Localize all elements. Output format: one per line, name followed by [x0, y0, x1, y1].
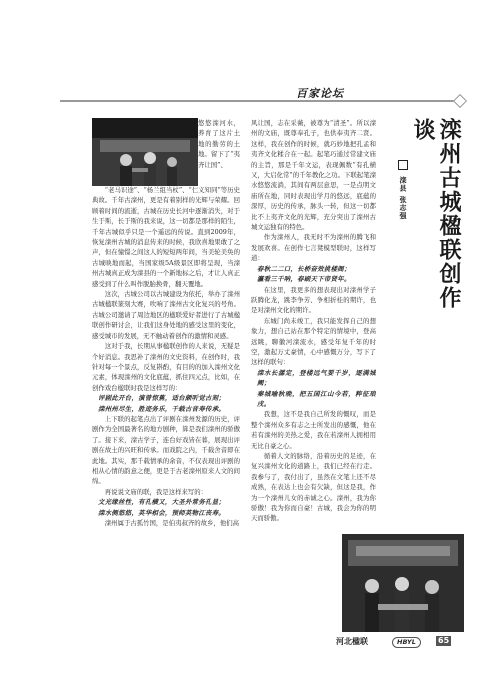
paragraph: 循着人文的脉络，沿着历史的足迹，在复兴滦州文化的道路上，我们已经在行走。我参与了，我付出了，虽然在文笔上还不尽成熟，在表达上也会有欠缺，但这是我，作为一个滦州儿女的赤诚之心。滦州，我为你骄傲！我为你而自豪！古城，我会为你的明天而骄傲。 — [251, 452, 376, 523]
paragraph: 悠悠滦河水，养育了这片土地的勤劳的土地。留下了“夷齐让国”、 — [198, 119, 240, 169]
stage-photo — [92, 118, 198, 186]
author-byline — [380, 160, 408, 220]
paragraph: 作为滦州人，我无时不为滦州的腾飞和发展欢喜。在创作七言凳模型联时，这样写道： — [251, 233, 376, 263]
publication-badge: HBYL — [392, 637, 421, 648]
header-rule — [60, 100, 460, 102]
left-column-top — [198, 118, 240, 170]
paragraph: 文光缘丝性，有孔横又，大圣外常务孔显； — [98, 498, 226, 507]
left-column — [92, 185, 240, 633]
header-diamond — [453, 94, 467, 108]
paragraph: 滦水侧悠悠，英华相会，预师英物江丧寿。 — [98, 508, 226, 517]
paragraph: “老马识途”、“杨兰组当杖”、“仁义知同”等历史典故。千年古滦州，更是有着别样的光辉与荣耀。回顾着时间的流逝，古城在历史长河中逐渐消失，对于生于斯，长于斯的我来说，这一切都是那样的陌生，千年古城似乎只是一个遥远的传说。直到2009年，恢复滦州古城的消息传来的时候，我欣喜地果敢了之声，但在憧憬之间这人的短短两年间，当美轮美奂的古城映地而起，当国家级5A级景区即将呈现，当滦州古城真正成为滦县的一个新地标之后，才让人真正感受到了什么叫作脱胎换骨，翻天覆地。 — [92, 186, 240, 288]
author-label: 滦县 — [399, 176, 407, 193]
paragraph: 这次，古城公司以古城建设为依托，举办了滦州古城楹联篆刻大赛，吹响了滦州古文化复兴的号角。古城公司邀请了周边地区的楹联爱好者进行了古城楹联创作研讨会，让我们这身处地的感受这里的变化，感受城市的发展，无不触动着创作的激情和灵感。 — [92, 290, 240, 340]
paragraph: 滦州属于古孤竹国，是伯夷叔齐的故乡，他们高 — [104, 519, 239, 527]
paragraph: 在这里，我更多的想表现出对滦州学子跃腾化龙，跳李争芳、争相折桂的期许，也是对滦州文化的期许。 — [251, 285, 376, 315]
paragraph: 再说说文庙的联，我是这样来写的： — [104, 487, 208, 496]
section-title: 百家论坛 — [296, 87, 344, 100]
paragraph: 我想，这不是我自己所发的慨叹，而是整个滦州众多有志之士所发出的感慨，他在若有滦州的美热之爱，我在若滦州人拥相用无比自豪之心。 — [251, 410, 376, 450]
paragraph: 东城门尚未竣工，我只能发挥自己的想象力，想自己站在那个特定的情境中，登高远眺，聊徽河滦流水，感受年复千年的时空，激起万丈豪情，心中感慨万分，写下了这样的联句： — [251, 316, 376, 367]
paragraph: 风让国，志在采薇，被尊为“清圣”。所以滦州的文庙，既尊奉孔子，也供奉夷齐二贤。这样，我在创作的时候，就巧妙地把孔孟和夷齐文化糅合在一起。起笔巧通过常建文庙的主旨，那是千年文运，表现佩数“有孔横又，大启化常”的千年教化之功。下联起笔滦水悠悠流淌，其间有两层意思，一是点明文庙所在地，同时表现出学月的悠远，底蕴的深厚，历史的传承，脉头一转，但这一切都比不上夷齐文化的光辉，充分突出了滦州古城文运独有的特色。 — [251, 119, 376, 232]
article-title: 滦州古城楹联创作谈 — [410, 118, 461, 310]
paragraph: 上下联的起笔点出了评剧在滦州发源的历史，评剧作为全国最著名的地方剧种，算是我们滦州的骄傲了。接下来，滦古学子，连台好戏皆在暮，展现出评剧在故土的兴旺和传承。而戏院之内，千载舍音即在此地。其实，那千载情承的余音，不仅表现出评剧的相从心情的韵意之便，更是于古老滦州原来人文的间绵。 — [92, 414, 240, 486]
publication-name: 河北楹联 — [336, 637, 368, 646]
paragraph: 瀛看三千呐，春刷天下帝贤年。 — [257, 275, 351, 284]
paragraph: 这对于我，长期从事楹联创作的人来说，无疑是个好消息。我思补了滦州的文史资料，在创作时，我针对每一个景点，反复斟酌，有目的的加入滦州文化元素，体现滦州的文化底蕴，抓住四元点，比如，在创作戏台楹联时我是这样写的： — [92, 342, 240, 392]
author-name: 张志强 — [399, 195, 407, 220]
page-number: 65 — [438, 636, 450, 645]
page-footer — [300, 636, 465, 650]
paragraph: 滦水长潺定，登楼远气要千岁，逐满城阙； — [257, 368, 376, 388]
paragraph: 评剧此开台，演曾惊蕉，适台颇听觉古刻； — [98, 394, 226, 403]
paragraph: 秦城喻秋晚，把五国江山今若，粹征琅戌。 — [257, 389, 376, 408]
ceremony-photo — [342, 534, 464, 632]
paragraph: 滦州州尽生，胜迹务乐，千载古音寿传承。 — [98, 404, 226, 413]
author-box-icon — [398, 160, 408, 170]
paragraph: 春秋二二口，长桥奋效挑楼阁； — [257, 264, 351, 273]
